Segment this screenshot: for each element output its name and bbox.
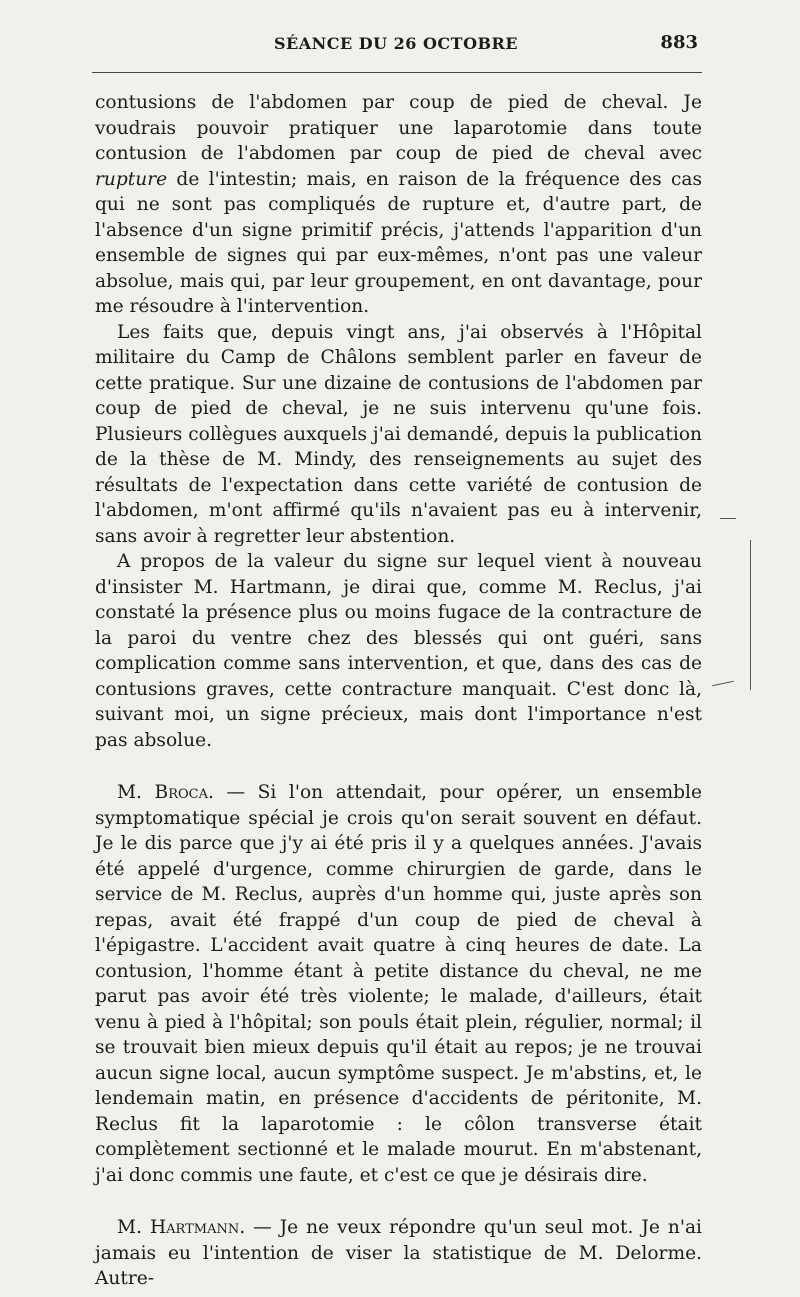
speaker-text: . — Je ne veux répondre qu'un seul mot. Je n'ai jamais eu l'intention de viser la statistique de M. Delorme. Autre- xyxy=(95,1217,702,1289)
speaker-text: . — Si l'on attendait, pour opérer, un ensemble symptomatique spécial je crois qu'on serait souvent en défaut. Je le dis parce que j'y ai été pris il y a quelques années. J'avais été appelé d'urgence, comme chirurgien de garde, dans le service de M. Reclus, auprès d'un homme qui, juste après son repas, avait été frappé d'un coup de pied de cheval à l'épigastre. L'accident avait quatre à cinq heures de date. La contusion, l'homme étant à petite distance du cheval, ne me parut pas avoir été très violente; le malade, d'ailleurs, était venu à pied à l'hôpital; son pouls était plein, régulier, normal; il se trouvait bien mieux depuis qu'il était au repos; je ne trouvai aucun signe local, aucun symptôme suspect. Je m'abstins, et, le lendemain matin, en présence d'accidents de péritonite, M. Reclus fit la laparotomie : le côlon transverse était complètement sectionné et le malade mourut. En m'abstenant, j'ai donc commis une faute, et c'est ce que je désirais dire. xyxy=(95,782,702,1186)
paragraph: Les faits que, depuis vingt ans, j'ai observés à l'Hôpital militaire du Camp de Châlons semblent parler en faveur de cette pratique. Sur une dizaine de contusions de l'abdomen par coup de pied de cheval, je ne suis intervenu qu'une fois. Plusieurs collègues auxquels j'ai demandé, depuis la publication de la thèse de M. Mindy, des renseignements au sujet des résultats de l'expectation dans cette variété de contusion de l'abdomen, m'ont affirmé qu'ils n'avaient pas eu à intervenir, sans avoir à regretter leur abstention. xyxy=(95,321,702,547)
margin-mark xyxy=(720,518,736,519)
paragraph-text: contusions de l'abdomen par coup de pied de cheval. Je voudrais pouvoir pratiquer une laparotomie dans toute contusion de l'abdomen par coup de pied de cheval avec xyxy=(95,92,702,164)
body-text xyxy=(95,90,702,1292)
emphasis-text: rupture xyxy=(95,168,168,190)
paragraph-continuation xyxy=(95,90,702,320)
speaker-prefix: M. xyxy=(117,1217,150,1238)
paragraph: A propos de la valeur du signe sur lequel vient à nouveau d'insister M. Hartmann, je dirai que, comme M. Reclus, j'ai constaté la présence plus ou moins fugace de la contracture de la paroi du ventre chez des blessés qui ont guéri, sans complication comme sans intervention, et que, dans des cas de contusions graves, cette contracture manquait. C'est donc là, suivant moi, un signe précieux, mais dont l'importance n'est pas absolue. xyxy=(95,551,702,751)
page-header xyxy=(92,30,700,64)
speaker-name: Broca xyxy=(154,782,208,803)
paragraph-text: de l'intestin; mais, en raison de la fréquence des cas qui ne sont pas compliqués de rupture et, d'autre part, de l'absence d'un signe primitif précis, j'attends l'apparition d'un ensemble de signes qui par eux-mêmes, n'ont pas une valeur absolue, mais qui, par leur groupement, en ont davantage, pour me résoudre à l'intervention. xyxy=(95,168,702,317)
speaker-prefix: M. xyxy=(117,782,155,803)
margin-mark xyxy=(750,540,751,690)
speaker-name: Hartmann xyxy=(149,1217,240,1238)
speaker-entry-hartmann xyxy=(95,1215,702,1292)
page-number: 883 xyxy=(660,32,698,53)
header-rule xyxy=(92,72,702,73)
margin-mark xyxy=(712,681,734,687)
running-head: SÉANCE DU 26 OCTOBRE xyxy=(273,34,519,53)
speaker-entry-broca xyxy=(95,780,702,1188)
